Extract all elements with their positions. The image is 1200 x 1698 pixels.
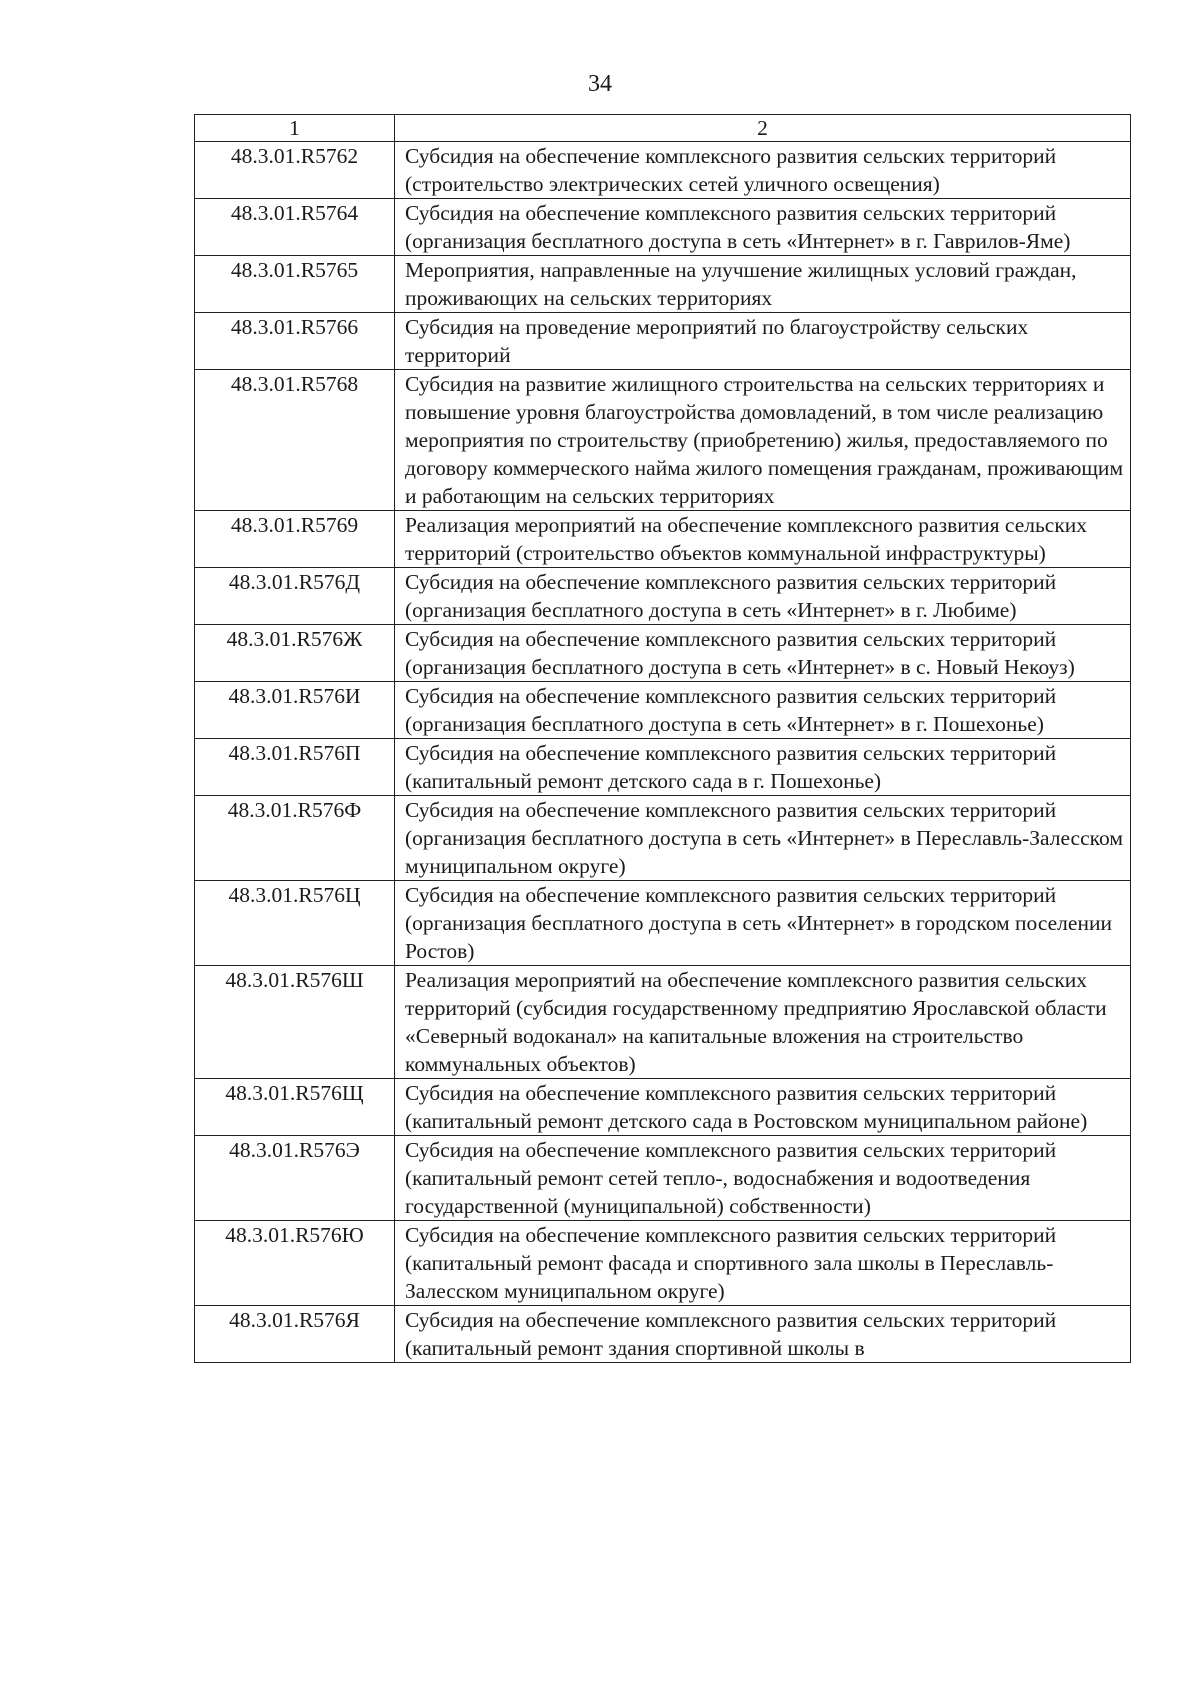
- row-code: 48.3.01.R576Я: [195, 1306, 395, 1363]
- row-code: 48.3.01.R5768: [195, 370, 395, 511]
- row-description: Субсидия на обеспечение комплексного развития сельских территорий (организация бесплатного доступа в сеть «Интернет» в г. Любиме): [395, 568, 1131, 625]
- row-code: 48.3.01.R5766: [195, 313, 395, 370]
- row-code: 48.3.01.R5765: [195, 256, 395, 313]
- table-row: [195, 568, 1131, 625]
- row-code: 48.3.01.R576Ф: [195, 796, 395, 881]
- page-number: 34: [588, 71, 612, 97]
- row-code: 48.3.01.R576П: [195, 739, 395, 796]
- row-description: Субсидия на обеспечение комплексного развития сельских территорий (организация бесплатного доступа в сеть «Интернет» в с. Новый Некоуз): [395, 625, 1131, 682]
- row-code: 48.3.01.R576Ц: [195, 881, 395, 966]
- row-code: 48.3.01.R576Ш: [195, 966, 395, 1079]
- row-code: 48.3.01.R576Ж: [195, 625, 395, 682]
- row-description: Реализация мероприятий на обеспечение комплексного развития сельских территорий (строительство объектов коммунальной инфраструктуры): [395, 511, 1131, 568]
- table-row: [195, 1306, 1131, 1363]
- table-header-row: [195, 115, 1131, 142]
- row-code: 48.3.01.R5769: [195, 511, 395, 568]
- budget-code-table: [194, 114, 1131, 1363]
- table-row: [195, 1136, 1131, 1221]
- table-row: [195, 796, 1131, 881]
- row-description: Субсидия на обеспечение комплексного развития сельских территорий (организация бесплатного доступа в сеть «Интернет» в городском поселении Ростов): [395, 881, 1131, 966]
- table-row: [195, 511, 1131, 568]
- row-description: Субсидия на обеспечение комплексного развития сельских территорий (организация бесплатного доступа в сеть «Интернет» в г. Пошехонье): [395, 682, 1131, 739]
- row-description: Субсидия на обеспечение комплексного развития сельских территорий (капитальный ремонт фасада и спортивного зала школы в Переславль-Залесском муниципальном округе): [395, 1221, 1131, 1306]
- row-code: 48.3.01.R576Ю: [195, 1221, 395, 1306]
- table-row: [195, 199, 1131, 256]
- row-code: 48.3.01.R576Д: [195, 568, 395, 625]
- table-row: [195, 625, 1131, 682]
- table-row: [195, 682, 1131, 739]
- row-code: 48.3.01.R576Щ: [195, 1079, 395, 1136]
- row-code: 48.3.01.R576И: [195, 682, 395, 739]
- table-row: [195, 313, 1131, 370]
- row-description: Субсидия на обеспечение комплексного развития сельских территорий (капитальный ремонт здания спортивной школы в: [395, 1306, 1131, 1363]
- table-row: [195, 142, 1131, 199]
- row-description: Субсидия на развитие жилищного строительства на сельских территориях и повышение уровня благоустройства домовладений, в том числе реализацию мероприятия по строительству (приобретению) жилья, предоставляемого по договору коммерческого найма жилого помещения гражданам, проживающим и работающим на сельских территориях: [395, 370, 1131, 511]
- row-description: Мероприятия, направленные на улучшение жилищных условий граждан, проживающих на сельских территориях: [395, 256, 1131, 313]
- row-code: 48.3.01.R5764: [195, 199, 395, 256]
- table-row: [195, 966, 1131, 1079]
- table-row: [195, 1079, 1131, 1136]
- row-description: Субсидия на обеспечение комплексного развития сельских территорий (строительство электрических сетей уличного освещения): [395, 142, 1131, 199]
- row-description: Субсидия на проведение мероприятий по благоустройству сельских территорий: [395, 313, 1131, 370]
- table-row: [195, 1221, 1131, 1306]
- table-row: [195, 881, 1131, 966]
- row-description: Субсидия на обеспечение комплексного развития сельских территорий (организация бесплатного доступа в сеть «Интернет» в г. Гаврилов-Яме): [395, 199, 1131, 256]
- row-code: 48.3.01.R5762: [195, 142, 395, 199]
- row-description: Субсидия на обеспечение комплексного развития сельских территорий (организация бесплатного доступа в сеть «Интернет» в Переславль-Залесском муниципальном округе): [395, 796, 1131, 881]
- row-description: Субсидия на обеспечение комплексного развития сельских территорий (капитальный ремонт детского сада в г. Пошехонье): [395, 739, 1131, 796]
- column-header-1: 1: [195, 115, 395, 142]
- row-description: Субсидия на обеспечение комплексного развития сельских территорий (капитальный ремонт сетей тепло-, водоснабжения и водоотведения государственной (муниципальной) собственности): [395, 1136, 1131, 1221]
- table-row: [195, 370, 1131, 511]
- row-description: Реализация мероприятий на обеспечение комплексного развития сельских территорий (субсидия государственному предприятию Ярославской области «Северный водоканал» на капитальные вложения на строительство коммунальных объектов): [395, 966, 1131, 1079]
- row-description: Субсидия на обеспечение комплексного развития сельских территорий (капитальный ремонт детского сада в Ростовском муниципальном районе): [395, 1079, 1131, 1136]
- row-code: 48.3.01.R576Э: [195, 1136, 395, 1221]
- table-row: [195, 739, 1131, 796]
- column-header-2: 2: [395, 115, 1131, 142]
- table-row: [195, 256, 1131, 313]
